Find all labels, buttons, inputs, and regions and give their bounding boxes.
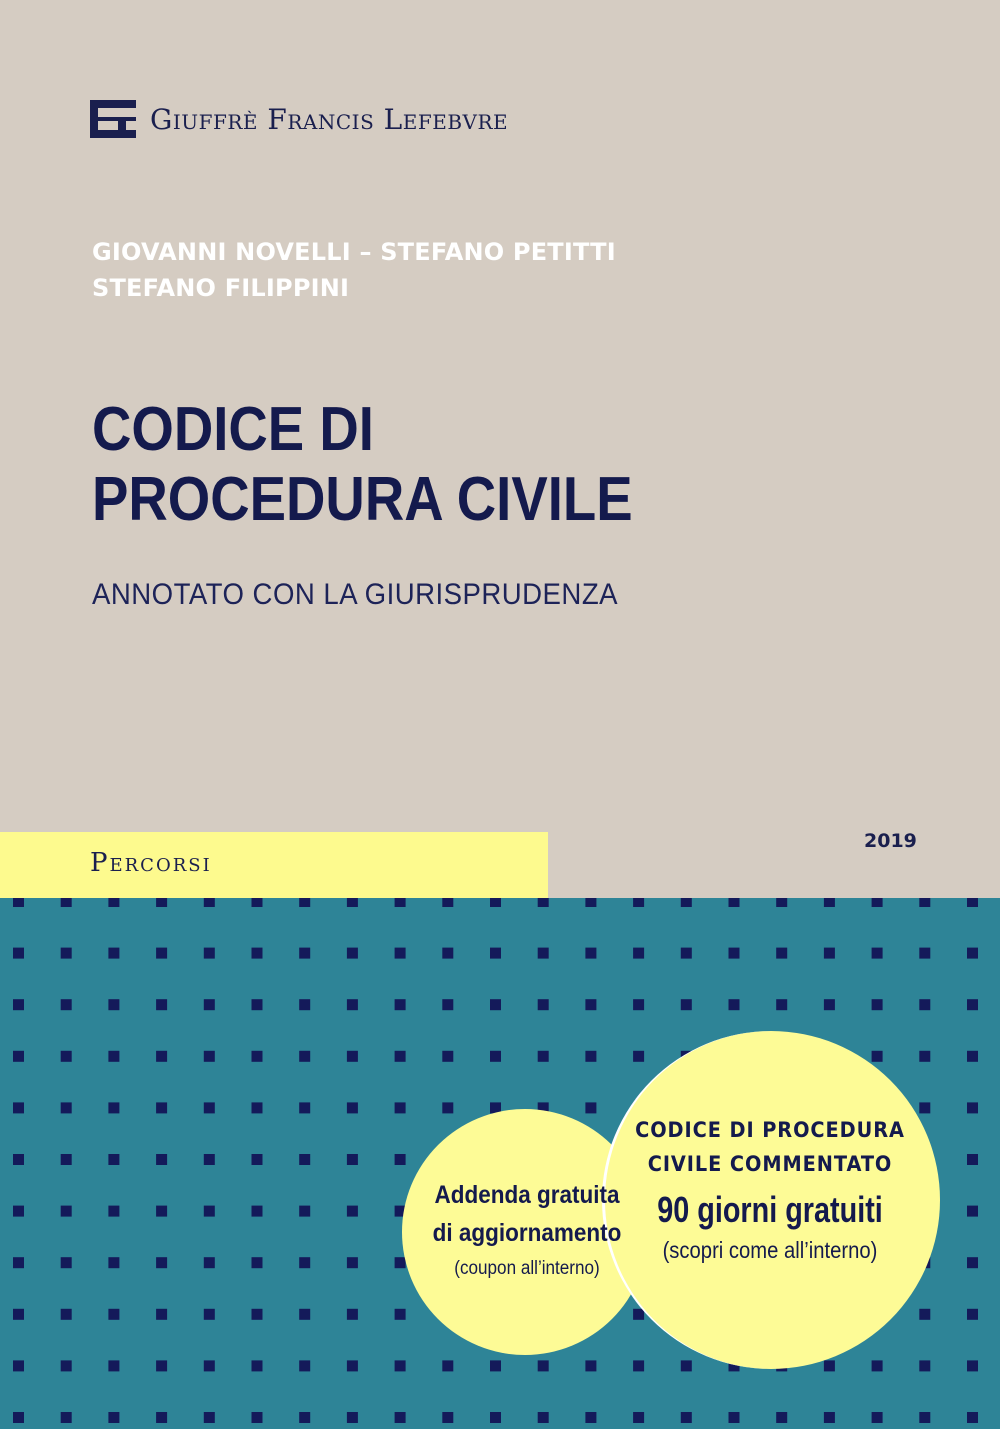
- pattern-dot: [442, 1102, 453, 1113]
- pattern-dot: [252, 1102, 263, 1113]
- pattern-dot: [347, 948, 358, 959]
- pattern-dot: [967, 898, 978, 907]
- pattern-dot: [13, 1102, 24, 1113]
- pattern-dot: [395, 1154, 406, 1165]
- pattern-dot: [61, 1309, 72, 1320]
- pattern-dot: [729, 898, 740, 907]
- pattern-dot: [252, 1206, 263, 1217]
- badge-left-note: (coupon all’interno): [454, 1258, 600, 1279]
- pattern-dot: [681, 999, 692, 1010]
- pattern-dot: [156, 898, 167, 907]
- pattern-dot: [204, 1257, 215, 1268]
- pattern-dot: [919, 1309, 930, 1320]
- pattern-dot: [585, 1360, 596, 1371]
- pattern-dot: [967, 1154, 978, 1165]
- pattern-dot: [729, 999, 740, 1010]
- pattern-dot: [61, 898, 72, 907]
- pattern-dot: [61, 1412, 72, 1423]
- pattern-dot: [252, 1412, 263, 1423]
- pattern-dot: [490, 999, 501, 1010]
- pattern-dot: [156, 1206, 167, 1217]
- pattern-dot: [108, 898, 119, 907]
- pattern-dot: [347, 1360, 358, 1371]
- pattern-dot: [681, 948, 692, 959]
- pattern-dot: [585, 948, 596, 959]
- pattern-dot: [204, 1051, 215, 1062]
- pattern-dot: [252, 898, 263, 907]
- pattern-dot: [61, 1257, 72, 1268]
- pattern-dot: [538, 999, 549, 1010]
- pattern-dot: [61, 1206, 72, 1217]
- pattern-dot: [490, 1051, 501, 1062]
- pattern-dot: [824, 999, 835, 1010]
- pattern-dot: [872, 999, 883, 1010]
- pattern-dot: [442, 999, 453, 1010]
- pattern-dot: [967, 1051, 978, 1062]
- pattern-dot: [585, 898, 596, 907]
- pattern-dot: [347, 898, 358, 907]
- series-label: Percorsi: [90, 848, 212, 878]
- pattern-dot: [204, 898, 215, 907]
- pattern-dot: [13, 1309, 24, 1320]
- pattern-dot: [776, 999, 787, 1010]
- pattern-dot: [108, 1360, 119, 1371]
- pattern-dot: [490, 1360, 501, 1371]
- pattern-dot: [252, 1257, 263, 1268]
- pattern-dot: [395, 999, 406, 1010]
- pattern-dot: [347, 999, 358, 1010]
- pattern-dot: [61, 1154, 72, 1165]
- pattern-dot: [919, 1102, 930, 1113]
- pattern-dot: [13, 1051, 24, 1062]
- pattern-dot: [442, 948, 453, 959]
- pattern-dot: [299, 1257, 310, 1268]
- pattern-dot: [442, 1360, 453, 1371]
- badge-right: [620, 1113, 920, 1264]
- pattern-dot: [919, 1051, 930, 1062]
- pattern-dot: [490, 948, 501, 959]
- authors-line-2: STEFANO FILIPPINI: [92, 274, 350, 302]
- pattern-dot: [919, 948, 930, 959]
- pattern-dot: [299, 1412, 310, 1423]
- pattern-dot: [967, 1309, 978, 1320]
- pattern-dot: [252, 948, 263, 959]
- edition-year: 2019: [864, 830, 917, 852]
- pattern-dot: [967, 999, 978, 1010]
- pattern-dot: [872, 1360, 883, 1371]
- pattern-dot: [538, 1360, 549, 1371]
- pattern-dot: [585, 1102, 596, 1113]
- pattern-dot: [967, 1257, 978, 1268]
- pattern-dot: [967, 1102, 978, 1113]
- pattern-dot: [299, 898, 310, 907]
- badge-right-line-1: CODICE DI PROCEDURA: [635, 1118, 905, 1142]
- pattern-dot: [61, 1102, 72, 1113]
- title-line-1: CODICE DI: [92, 395, 374, 464]
- pattern-dot: [395, 948, 406, 959]
- pattern-dot: [585, 999, 596, 1010]
- pattern-dot: [967, 948, 978, 959]
- pattern-dot: [681, 1412, 692, 1423]
- pattern-dot: [108, 1412, 119, 1423]
- pattern-dot: [633, 999, 644, 1010]
- pattern-dot: [156, 1309, 167, 1320]
- book-subtitle: ANNOTATO CON LA GIURISPRUDENZA: [92, 578, 619, 611]
- pattern-dot: [776, 898, 787, 907]
- pattern-dot: [299, 1309, 310, 1320]
- pattern-dot: [347, 1412, 358, 1423]
- pattern-dot: [108, 1051, 119, 1062]
- pattern-dot: [108, 1102, 119, 1113]
- badge-right-offer: 90 giorni gratuiti: [657, 1189, 883, 1230]
- pattern-dot: [442, 898, 453, 907]
- pattern-dot: [156, 1257, 167, 1268]
- pattern-dot: [967, 1412, 978, 1423]
- pattern-dot: [919, 1360, 930, 1371]
- pattern-dot: [156, 1154, 167, 1165]
- badge-right-note: (scopri come all’interno): [662, 1237, 878, 1263]
- pattern-dot: [61, 1360, 72, 1371]
- pattern-dot: [395, 1412, 406, 1423]
- pattern-dot: [585, 1412, 596, 1423]
- pattern-dot: [538, 1412, 549, 1423]
- pattern-dot: [633, 1360, 644, 1371]
- pattern-dot: [681, 898, 692, 907]
- pattern-dot: [347, 1206, 358, 1217]
- pattern-dot: [108, 948, 119, 959]
- badge-right-line-2: CIVILE COMMENTATO: [647, 1152, 893, 1176]
- pattern-dot: [13, 1257, 24, 1268]
- pattern-dot: [395, 1360, 406, 1371]
- series-band: [0, 832, 548, 898]
- pattern-dot: [347, 1051, 358, 1062]
- pattern-dot: [108, 1309, 119, 1320]
- pattern-dot: [13, 1206, 24, 1217]
- pattern-dot: [347, 1102, 358, 1113]
- pattern-dot: [633, 898, 644, 907]
- pattern-dot: [204, 1206, 215, 1217]
- pattern-dot: [61, 999, 72, 1010]
- pattern-dot: [347, 1257, 358, 1268]
- pattern-dot: [108, 999, 119, 1010]
- pattern-dot: [299, 1154, 310, 1165]
- pattern-dot: [919, 999, 930, 1010]
- pattern-dot: [156, 1051, 167, 1062]
- pattern-dot: [252, 1154, 263, 1165]
- pattern-dot: [872, 1051, 883, 1062]
- pattern-dot: [252, 1051, 263, 1062]
- pattern-dot: [204, 1102, 215, 1113]
- pattern-dot: [395, 1309, 406, 1320]
- pattern-dot: [204, 1412, 215, 1423]
- pattern-dot: [13, 948, 24, 959]
- pattern-dot: [395, 898, 406, 907]
- pattern-dot: [252, 1309, 263, 1320]
- pattern-dot: [204, 1154, 215, 1165]
- pattern-dot: [919, 1412, 930, 1423]
- pattern-dot: [156, 1102, 167, 1113]
- title-line-2: PROCEDURA CIVILE: [92, 465, 633, 534]
- pattern-dot: [204, 1309, 215, 1320]
- pattern-dot: [108, 1257, 119, 1268]
- pattern-dot: [156, 948, 167, 959]
- pattern-dot: [824, 1360, 835, 1371]
- pattern-dot: [919, 898, 930, 907]
- pattern-dot: [395, 1102, 406, 1113]
- pattern-dot: [538, 1051, 549, 1062]
- pattern-dot: [776, 948, 787, 959]
- pattern-dot: [299, 1102, 310, 1113]
- badge-left-line-1: Addenda gratuita: [434, 1181, 620, 1209]
- pattern-dot: [156, 999, 167, 1010]
- pattern-dot: [13, 1154, 24, 1165]
- pattern-dot: [729, 1412, 740, 1423]
- pattern-dot: [872, 1412, 883, 1423]
- pattern-dot: [299, 999, 310, 1010]
- pattern-dot: [13, 1412, 24, 1423]
- pattern-dot: [872, 948, 883, 959]
- pattern-dot: [967, 1206, 978, 1217]
- authors-line-1: GIOVANNI NOVELLI – STEFANO PETITTI: [92, 238, 616, 266]
- pattern-dot: [204, 948, 215, 959]
- pattern-dot: [299, 1360, 310, 1371]
- pattern-dot: [872, 898, 883, 907]
- pattern-dot: [729, 948, 740, 959]
- badge-left-line-2: di aggiornamento: [432, 1219, 622, 1247]
- pattern-dot: [395, 1051, 406, 1062]
- badge-left: [402, 1176, 652, 1280]
- pattern-dot: [633, 1051, 644, 1062]
- pattern-dot: [824, 898, 835, 907]
- pattern-dot: [585, 1051, 596, 1062]
- pattern-dot: [490, 898, 501, 907]
- pattern-dot: [633, 1412, 644, 1423]
- pattern-dot: [13, 999, 24, 1010]
- pattern-dot: [824, 1412, 835, 1423]
- pattern-dot: [347, 1154, 358, 1165]
- pattern-dot: [299, 1051, 310, 1062]
- pattern-dot: [13, 1360, 24, 1371]
- pattern-dot: [252, 1360, 263, 1371]
- pattern-dot: [61, 948, 72, 959]
- pattern-dot: [204, 999, 215, 1010]
- pattern-dot: [61, 1051, 72, 1062]
- authors: [92, 234, 616, 306]
- pattern-dot: [442, 1051, 453, 1062]
- publisher-name: Giuffrè Francis Lefebvre: [150, 102, 509, 136]
- pattern-dot: [824, 948, 835, 959]
- pattern-dot: [13, 898, 24, 907]
- pattern-dot: [156, 1360, 167, 1371]
- pattern-dot: [108, 1206, 119, 1217]
- pattern-dot: [967, 1360, 978, 1371]
- book-title: [92, 395, 633, 535]
- pattern-dot: [538, 898, 549, 907]
- pattern-dot: [108, 1154, 119, 1165]
- pattern-dot: [299, 948, 310, 959]
- pattern-dot: [252, 999, 263, 1010]
- pattern-dot: [204, 1360, 215, 1371]
- pattern-dot: [681, 1360, 692, 1371]
- pattern-dot: [347, 1309, 358, 1320]
- pattern-dot: [299, 1206, 310, 1217]
- pattern-dot: [490, 1412, 501, 1423]
- pattern-dot: [538, 948, 549, 959]
- giuffre-mark-icon: [90, 100, 136, 138]
- pattern-dot: [442, 1412, 453, 1423]
- pattern-dot: [633, 948, 644, 959]
- publisher-logo: [90, 100, 508, 138]
- pattern-dot: [776, 1412, 787, 1423]
- pattern-dot: [156, 1412, 167, 1423]
